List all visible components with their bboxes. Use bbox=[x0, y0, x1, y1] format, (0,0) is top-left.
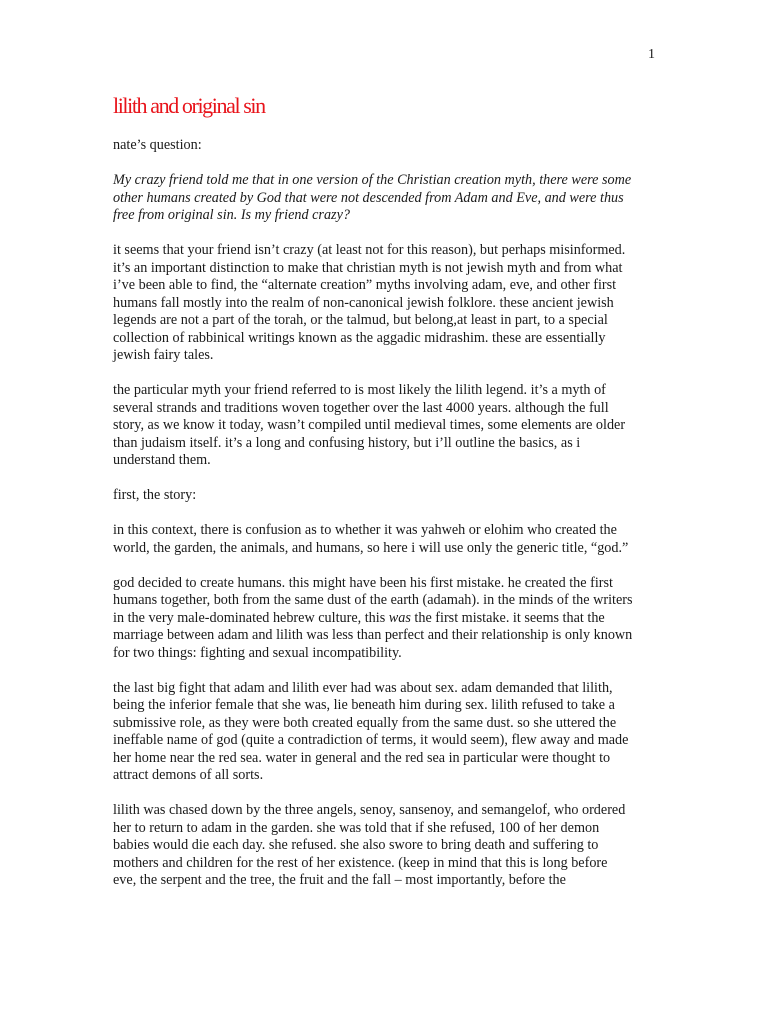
paragraph-3 bbox=[113, 487, 663, 505]
text-line: first, the story: bbox=[113, 487, 197, 503]
text-line: jewish fairy tales. bbox=[113, 347, 214, 363]
text-line: world, the garden, the animals, and humans, so here i will use only the generic title, “god.” bbox=[113, 539, 629, 556]
paragraph-1 bbox=[113, 242, 663, 365]
text-line: ineffable name of god (quite a contradiction of terms, it would seem), flew away and made bbox=[113, 732, 629, 748]
text-line: humans fall mostly into the realm of non-canonical jewish folklore. these ancient jewish bbox=[113, 294, 614, 311]
text-line: understand them. bbox=[113, 452, 211, 468]
text-line: babies would die each day. she refused. she also swore to bring death and suffering to bbox=[113, 837, 599, 853]
text-line: i’ve been able to find, the “alternate creation” myths involving adam, eve, and other first bbox=[113, 277, 617, 293]
text-line: nate’s question: bbox=[113, 137, 202, 153]
text-line: free from original sin. Is my friend crazy? bbox=[113, 207, 350, 223]
text-line: the last big fight that adam and lilith ever had was about sex. adam demanded that lilith, bbox=[113, 679, 613, 696]
text-line: humans together, both from the same dust of the earth (adamah). in the minds of the writers bbox=[113, 592, 633, 608]
text-line: being the inferior female that she was, lie beneath him during sex. lilith refused to take a bbox=[113, 697, 615, 713]
document-title: lilith and original sin bbox=[113, 93, 265, 118]
paragraph-2 bbox=[113, 382, 663, 470]
text-line: in this context, there is confusion as to whether it was yahweh or elohim who created the bbox=[113, 522, 617, 538]
text-line: the particular myth your friend referred to is most likely the lilith legend. it’s a myth of bbox=[113, 382, 606, 398]
text-line: several strands and traditions woven together over the last 4000 years. although the full bbox=[113, 399, 609, 416]
text-line: her home near the red sea. water in general and the red sea in particular were thought to bbox=[113, 749, 611, 766]
text-line: in the very male-dominated hebrew culture, this was the first mistake. it seems that the bbox=[113, 609, 605, 626]
text-line: mothers and children for the rest of her existence. (keep in mind that this is long before bbox=[113, 854, 608, 871]
document-body bbox=[113, 137, 663, 907]
page-number: 1 bbox=[648, 47, 655, 62]
text-line: her to return to adam in the garden. she was told that if she refused, 100 of her demon bbox=[113, 819, 600, 836]
text-line: attract demons of all sorts. bbox=[113, 767, 264, 783]
text-line: marriage between adam and lilith was less than perfect and their relationship is only known bbox=[113, 627, 633, 643]
question-label bbox=[113, 137, 663, 155]
paragraph-5 bbox=[113, 575, 663, 663]
paragraph-6 bbox=[113, 680, 663, 785]
question-text bbox=[113, 172, 663, 225]
text-line: collection of rabbinical writings known as the aggadic midrashim. these are essentially bbox=[113, 329, 606, 346]
text-line: god decided to create humans. this might have been his first mistake. he created the first bbox=[113, 574, 613, 591]
text-line: other humans created by God that were not descended from Adam and Eve, and were thus bbox=[113, 189, 624, 206]
text-line: it seems that your friend isn’t crazy (at least not for this reason), but perhaps misinformed. bbox=[113, 242, 626, 258]
text-line: than judaism itself. it’s a long and confusing history, but i’ll outline the basics, as i bbox=[113, 434, 581, 451]
paragraph-4 bbox=[113, 522, 663, 557]
text-line: lilith was chased down by the three angels, senoy, sansenoy, and semangelof, who ordered bbox=[113, 802, 626, 818]
text-line: legends are not a part of the torah, or the talmud, but belong,at least in part, to a special bbox=[113, 312, 608, 328]
text-line: story, as we know it today, wasn’t compiled until medieval times, some elements are older bbox=[113, 417, 626, 433]
text-line: submissive role, as they were both created equally from the same dust. so she uttered the bbox=[113, 714, 617, 731]
text-line: eve, the serpent and the tree, the fruit and the fall – most importantly, before the bbox=[113, 872, 566, 888]
text-line: My crazy friend told me that in one version of the Christian creation myth, there were some bbox=[113, 172, 632, 188]
text-line: it’s an important distinction to make that christian myth is not jewish myth and from what bbox=[113, 259, 623, 276]
paragraph-7 bbox=[113, 802, 663, 890]
text-line: for two things: fighting and sexual incompatibility. bbox=[113, 644, 402, 661]
